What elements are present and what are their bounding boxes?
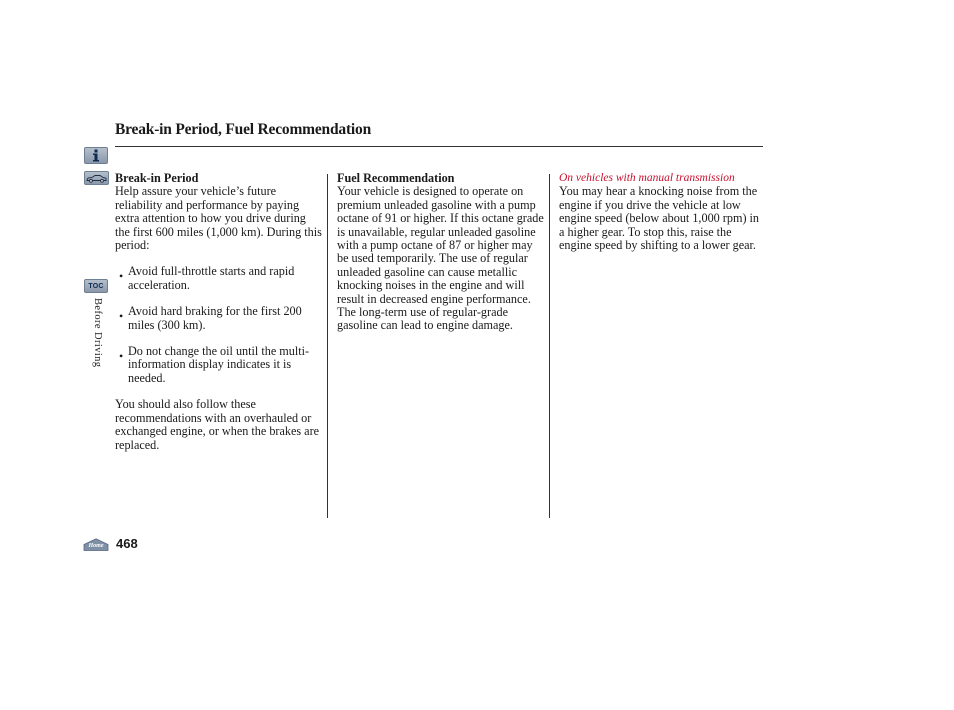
list-item [115,265,323,292]
fuel-column [337,172,545,333]
list-item-text: Avoid full-throttle starts and rapid acceleration. [128,264,295,292]
break-in-column [115,172,323,452]
manual-transmission-heading: On vehicles with manual transmission [559,172,735,184]
section-tab: Before Driving [92,298,103,368]
list-item [115,305,323,332]
manual-transmission-column [559,172,763,252]
home-button[interactable] [83,538,109,551]
fuel-body: Your vehicle is designed to operate on premium unleaded gasoline with a pump octane of 91 or higher. If this octane grade is unavailable, regular unleaded gasoline with a pump octane of 87 or higher may be used temporarily. The use of regular unleaded gasoline can cause metallic knocking noises in the engine and will result in decreased engine performance. The long-term use of regular-grade gasoline can lead to engine damage. [337,184,544,333]
page-title: Break-in Period, Fuel Recommendation [115,121,371,138]
list-item-text: Avoid hard braking for the first 200 miles (300 km). [128,304,302,332]
info-button[interactable] [84,147,108,164]
bullet-icon: • [119,349,124,364]
fuel-heading: Fuel Recommendation [337,171,455,185]
bullet-icon: • [119,309,124,324]
list-item [115,345,323,385]
break-in-intro: Help assure your vehicle’s future reliability and performance by paying extra attention to how you drive during the first 600 miles (1,000 km). During this period: [115,184,322,253]
vehicle-index-button[interactable] [84,171,109,185]
column-divider [549,174,550,518]
toc-label: TOC [88,282,104,290]
break-in-heading: Break-in Period [115,171,199,185]
column-divider [327,174,328,518]
break-in-list [115,265,323,385]
list-item-text: Do not change the oil until the multi-information display indicates it is needed. [128,344,310,385]
bullet-icon: • [119,269,124,284]
manual-transmission-body: You may hear a knocking noise from the engine if you drive the vehicle at low engine speed (below about 1,000 rpm) in a higher gear. To stop this, raise the engine speed by shifting to a lower gear. [559,184,760,253]
page-number: 468 [116,536,138,551]
toc-button[interactable] [84,279,108,293]
vehicle-icon [86,174,107,183]
break-in-closing: You should also follow these recommendations with an overhauled or exchanged engine, or when the brakes are replaced. [115,397,320,452]
info-icon [91,149,101,162]
home-label: Home [88,542,104,549]
title-divider [115,146,763,147]
